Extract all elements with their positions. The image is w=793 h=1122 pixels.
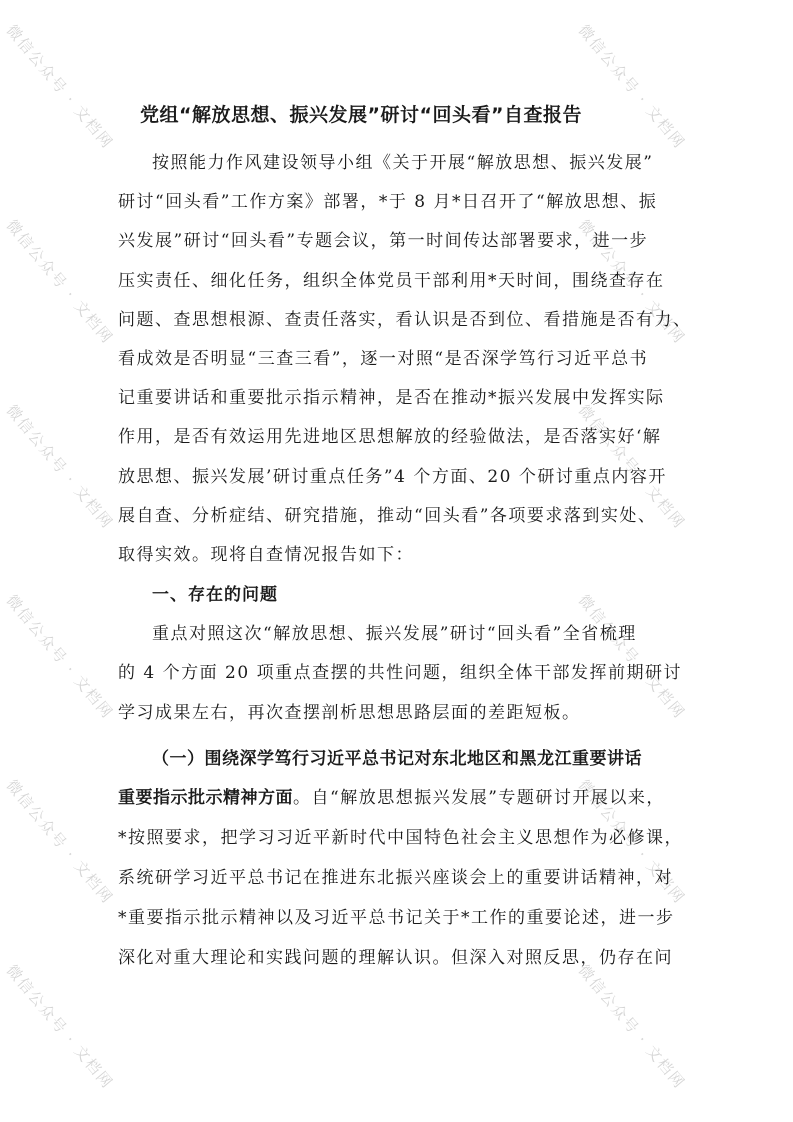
watermark: 微信公众号 · 文档网: [574, 591, 689, 723]
paragraph-line: [118, 783, 665, 808]
watermark: 微信公众号 · 文档网: [574, 216, 689, 348]
paragraph-line: 展自查、分析症结、研究措施，推动“回头看”各项要求落到实处、: [118, 506, 657, 526]
watermark: 微信公众号 · 文档网: [2, 776, 117, 908]
paragraph-line: 重点对照这次“解放思想、振兴发展”研讨“回头看”全省梳理: [152, 624, 637, 644]
paragraph-line: 问题、查思想根源、查责任落实，看认识是否到位、看措施是否有力、: [118, 310, 692, 330]
paragraph-line: 放思想、振兴发展’研讨重点任务”4 个方面、20 个研讨重点内容开: [118, 467, 667, 487]
watermark: 微信公众号 · 文档网: [2, 591, 117, 723]
paragraph-line: 深化对重大理论和实践问题的理解认识。但深入对照反思，仍存在问: [118, 948, 673, 968]
paragraph-line: 的 4 个方面 20 项重点查摆的共性问题，组织全体干部发挥前期研讨: [118, 663, 683, 683]
paragraph-line: 学习成果左右，再次查摆剖析思想思路层面的差距短板。: [118, 703, 581, 723]
paragraph-line: 看成效是否明显“三查三看”，逐一对照“是否深学笃行习近平总书: [118, 349, 649, 369]
watermark: 微信公众号 · 文档网: [2, 961, 117, 1093]
paragraph-line: 取得实效。现将自查情况报告如下：: [118, 545, 414, 565]
paragraph-line: 记重要讲话和重要批示指示精神，是否在推动*振兴发展中发挥实际: [118, 388, 665, 408]
paragraph-line: 按照能力作风建设领导小组《关于开展“解放思想、振兴发展”: [152, 153, 654, 173]
watermark: 微信公众号 · 文档网: [574, 776, 689, 908]
watermark: 微信公众号 · 文档网: [574, 401, 689, 533]
section-heading: 一、存在的问题: [152, 585, 278, 605]
subsection-heading-continued: 重要指示批示精神方面: [118, 788, 293, 808]
watermark: 微信公众号 · 文档网: [2, 401, 117, 533]
subsection-heading: （一）围绕深学笃行习近平总书记对东北地区和黑龙江重要讲话: [152, 749, 642, 769]
watermark: 微信公众号 · 文档网: [574, 961, 689, 1093]
watermark: 微信公众号 · 文档网: [574, 21, 689, 153]
paragraph-line: 兴发展”研讨“回头看”专题会议，第一时间传达部署要求，进一步: [118, 231, 649, 251]
paragraph-line: 系统研学习近平总书记在推进东北振兴座谈会上的重要讲话精神，对: [118, 868, 673, 888]
paragraph-text: 。自“解放思想振兴发展”专题研讨开展以来，: [293, 788, 665, 808]
watermark: 微信公众号 · 文档网: [2, 216, 117, 348]
document-title: 党组“解放思想、振兴发展”研讨“回头看”自查报告: [140, 104, 582, 126]
paragraph-line: *按照要求，把学习习近平新时代中国特色社会主义思想作为必修课，: [118, 828, 683, 848]
paragraph-line: 作用，是否有效运用先进地区思想解放的经验做法，是否落实好‘解: [118, 427, 662, 447]
paragraph-line: 压实责任、细化任务，组织全体党员干部利用*天时间，围绕查存在: [118, 271, 665, 291]
paragraph-line: 研讨“回头看”工作方案》部署，*于 8 月*日召开了“解放思想、振: [118, 192, 658, 212]
paragraph-line: *重要指示批示精神以及习近平总书记关于*工作的重要论述，进一步: [118, 908, 675, 928]
watermark: 微信公众号 · 文档网: [2, 21, 117, 153]
